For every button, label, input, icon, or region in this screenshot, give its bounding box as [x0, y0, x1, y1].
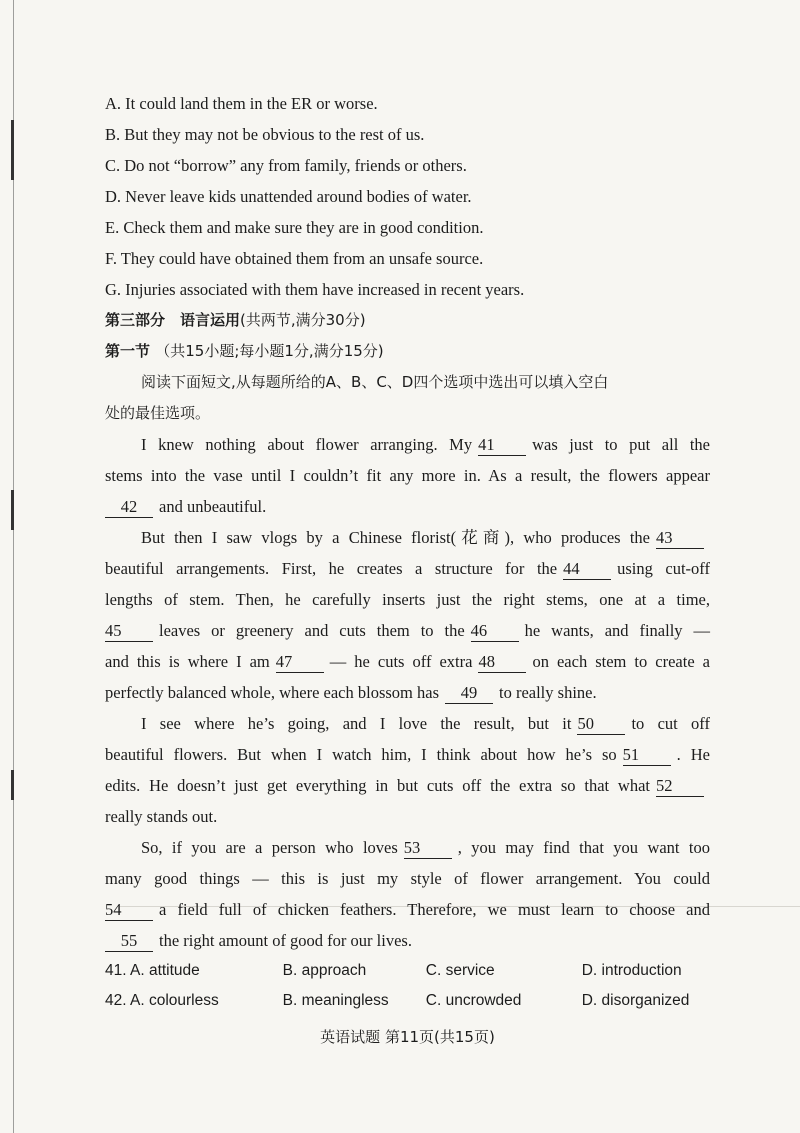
section1-heading [105, 336, 710, 367]
passage-line [105, 801, 710, 832]
question-41 [105, 956, 710, 986]
blank-48: 48 [478, 652, 526, 673]
passage-line [105, 739, 710, 770]
passage-line [105, 646, 710, 677]
passage-text: leaves or greenery and cuts them to the [159, 621, 465, 640]
instruction-line-2: 处的最佳选项。 [105, 404, 211, 422]
passage-text: to cut off [631, 714, 710, 733]
passage-text: many good things — this is just my style of flower arrangement. You could [105, 869, 710, 888]
passage-line [105, 770, 710, 801]
option-e: E. Check them and make sure they are in good condition. [105, 218, 484, 237]
option-a: A. It could land them in the ER or worse. [105, 94, 378, 113]
passage-text: , you may find that you want too [457, 838, 710, 857]
q42-option-d: D. disorganized [581, 992, 690, 1009]
passage-text: using cut-off [617, 559, 710, 578]
passage-text: to really shine. [499, 683, 597, 702]
passage-text: . He [676, 745, 710, 764]
passage-line [105, 832, 710, 863]
blank-55: 55 [105, 931, 153, 952]
exam-page [105, 88, 710, 1047]
blank-46: 46 [471, 621, 519, 642]
passage-text: and unbeautiful. [159, 497, 267, 516]
passage-line [105, 615, 710, 646]
passage-text: perfectly balanced whole, where each blossom has [105, 683, 439, 702]
passage-line [105, 429, 710, 460]
page-footer: 英语试题 第11页(共15页) [320, 1028, 495, 1046]
section1-note: （共15小题;每小题1分,满分15分) [155, 342, 384, 360]
passage-line [105, 677, 710, 708]
q42-option-a: 42. A. colourless [105, 992, 219, 1009]
binding-mark [11, 120, 14, 180]
passage-text: he wants, and finally — [524, 621, 710, 640]
passage-text: I see where he’s going, and I love the result, but it [141, 714, 572, 733]
passage-line [105, 584, 710, 615]
q41-option-a: 41. A. attitude [105, 962, 200, 979]
part3-heading [105, 305, 710, 336]
passage-text: I knew nothing about flower arranging. My [141, 435, 473, 454]
q41-option-d: D. introduction [581, 962, 682, 979]
binding-mark [11, 490, 14, 530]
option-g: G. Injuries associated with them have increased in recent years. [105, 280, 525, 299]
passage-line [105, 460, 710, 491]
passage-line [105, 894, 710, 925]
passage-line [105, 863, 710, 894]
passage-text: on each stem to create a [532, 652, 710, 671]
blank-47: 47 [276, 652, 324, 673]
blank-54: 54 [105, 900, 153, 921]
q42-option-c: C. uncrowded [425, 992, 522, 1009]
instruction-line-1: 阅读下面短文,从每题所给的A、B、C、D四个选项中选出可以填入空白 [141, 373, 609, 391]
q42-option-b: B. meaningless [282, 992, 389, 1009]
part3-note: (共两节,满分30分) [240, 311, 366, 329]
question-42 [105, 986, 710, 1016]
passage-line [105, 491, 710, 522]
blank-43: 43 [656, 528, 704, 549]
passage-text: lengths of stem. Then, he carefully inserts just the right stems, one at a time, [105, 590, 710, 609]
passage-text: a field full of chicken feathers. Therefore, we must learn to choose and [159, 900, 710, 919]
blank-52: 52 [656, 776, 704, 797]
passage-line [105, 708, 710, 739]
option-b: B. But they may not be obvious to the rest of us. [105, 125, 425, 144]
q41-option-c: C. service [425, 962, 495, 979]
passage-text: was just to put all the [532, 435, 711, 454]
passage-text: the right amount of good for our lives. [159, 931, 412, 950]
passage-line [105, 925, 710, 956]
section1-title: 第一节 [105, 342, 151, 360]
passage-text: beautiful flowers. But when I watch him, I think about how he’s so [105, 745, 617, 764]
blank-53: 53 [404, 838, 452, 859]
option-f: F. They could have obtained them from an unsafe source. [105, 249, 484, 268]
part3-title: 第三部分 语言运用 [105, 311, 241, 329]
blank-50: 50 [577, 714, 625, 735]
q41-option-b: B. approach [282, 962, 367, 979]
passage-text: edits. He doesn’t just get everything in but cuts off the extra so that what [105, 776, 650, 795]
passage-text: But then I saw vlogs by a Chinese florist(花商), who produces the [141, 528, 650, 547]
passage-line [105, 522, 710, 553]
passage-text: really stands out. [105, 807, 218, 826]
blank-51: 51 [623, 745, 671, 766]
passage-text: stems into the vase until I couldn’t fit any more in. As a result, the flowers appear [105, 466, 710, 485]
blank-49: 49 [445, 683, 493, 704]
blank-44: 44 [563, 559, 611, 580]
passage-line [105, 553, 710, 584]
blank-42: 42 [105, 497, 153, 518]
option-c: C. Do not “borrow” any from family, friends or others. [105, 156, 467, 175]
binding-mark [11, 770, 14, 800]
option-d: D. Never leave kids unattended around bodies of water. [105, 187, 472, 206]
passage-text: and this is where I am [105, 652, 270, 671]
passage-text: So, if you are a person who loves [141, 838, 398, 857]
passage-text: — he cuts off extra [329, 652, 473, 671]
blank-41: 41 [478, 435, 526, 456]
blank-45: 45 [105, 621, 153, 642]
passage-text: beautiful arrangements. First, he creates a structure for the [105, 559, 558, 578]
